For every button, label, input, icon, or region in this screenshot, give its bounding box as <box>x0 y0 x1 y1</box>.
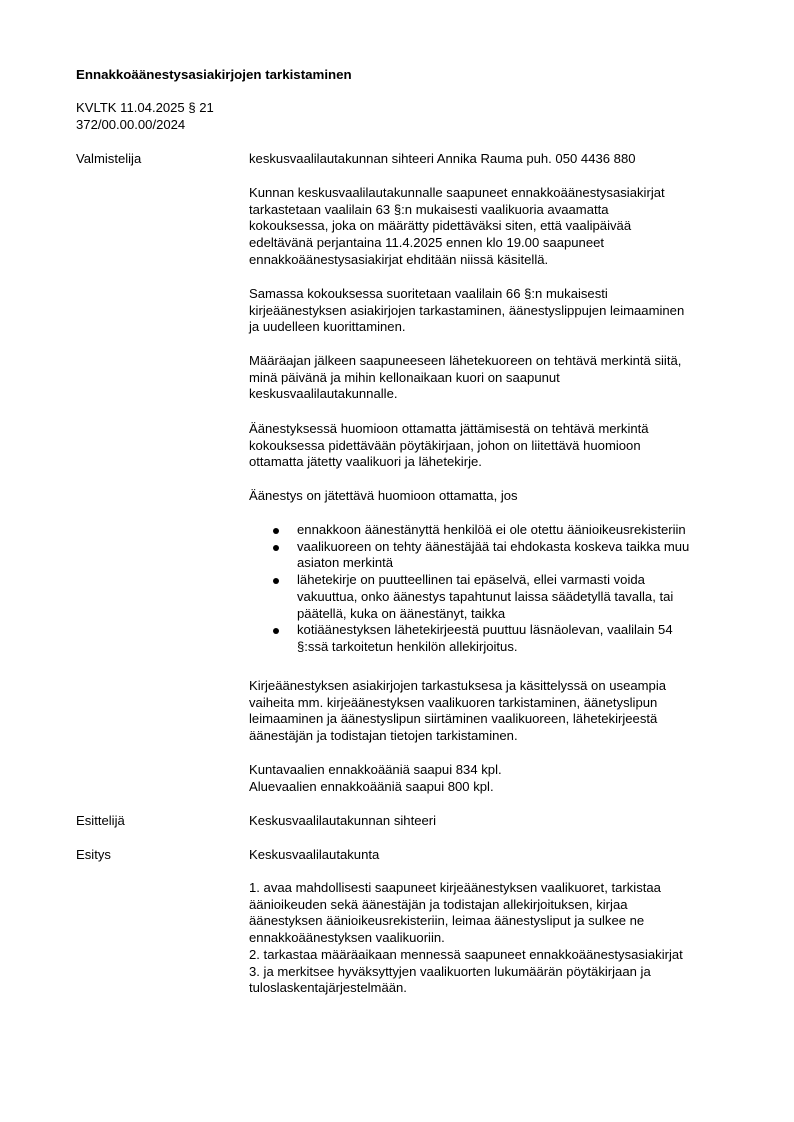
paragraph-2 <box>249 286 744 336</box>
valmistelija-preparer <box>249 151 744 168</box>
paragraph-line: kokouksessa, joka on määrätty pidettäväksi siten, että vaalipäivää <box>249 218 632 234</box>
proposal-line: äänestyksen äänioikeusrekisteriin, leimaa äänestysliput ja sulkee ne <box>249 913 645 929</box>
bullet-icon <box>273 528 279 534</box>
list-item-line: vakuuttua, onko äänestys tapahtunut laissa säädetyllä tavalla, tai <box>297 588 674 604</box>
list-item-line: päätellä, kuka on äänestänyt, taikka <box>297 605 506 621</box>
presenter-text: Keskusvaalilautakunnan sihteeri <box>249 813 437 828</box>
valmistelija-label: Valmistelija <box>76 151 142 166</box>
list-item <box>249 539 744 572</box>
paragraph-line: Määräajan jälkeen saapuneeseen lähetekuoreen on tehtävä merkintä siitä, <box>249 353 682 368</box>
paragraph-line: Kunnan keskusvaalilautakunnalle saapuneet ennakkoäänestysasiakirjat <box>249 185 665 200</box>
diary-number: 372/00.00.00/2024 <box>76 116 186 132</box>
list-item-line: lähetekirje on puutteellinen tai epäselvä, ellei varmasti voida <box>297 572 645 588</box>
list-item <box>249 572 744 622</box>
paragraph-line: vaiheita mm. kirjeäänestyksen vaalikuoren tarkistaminen, äänetyslipun <box>249 694 658 710</box>
esitys-label: Esitys <box>76 847 111 862</box>
paragraph-4 <box>249 421 744 471</box>
paragraph-line: ennakkoäänestysasiakirjat ehditään niissä käsitellä. <box>249 251 549 267</box>
proposal-line: 2. tarkastaa määräaikaan mennessä saapuneet ennakkoäänestysasiakirjat <box>249 946 683 962</box>
bullet-icon <box>273 578 279 584</box>
list-item <box>249 522 744 539</box>
list-item-line: asiaton merkintä <box>297 555 394 571</box>
esitys-value <box>249 847 744 864</box>
esittelija-value <box>249 813 744 830</box>
paragraph-line: leimaaminen ja äänestyslipun siirtäminen vaalikuoreen, lähetekirjeestä <box>249 711 658 727</box>
paragraph-1 <box>249 185 744 269</box>
list-item-line: §:ssä tarkoitetun henkilön allekirjoitus. <box>297 638 518 654</box>
preparer-text: keskusvaalilautakunnan sihteeri Annika Rauma puh. 050 4436 880 <box>249 151 636 166</box>
proposal-items <box>249 880 744 997</box>
meeting-reference: KVLTK 11.04.2025 § 21 <box>76 100 214 115</box>
esittelija-label: Esittelijä <box>76 813 125 828</box>
paragraph-line: Äänestys on jätettävä huomioon ottamatta, jos <box>249 488 518 503</box>
paragraph-line: Aluevaalien ennakkoääniä saapui 800 kpl. <box>249 778 494 794</box>
document-title: Ennakkoäänestysasiakirjojen tarkistaminen <box>76 67 352 82</box>
paragraph-line: Kirjeäänestyksen asiakirjojen tarkastuksesa ja käsittelyssä on useampia <box>249 678 667 693</box>
proposal-line: tuloslaskentajärjestelmään. <box>249 980 407 996</box>
paragraph-5 <box>249 488 744 505</box>
paragraph-line: kirjeäänestyksen asiakirjojen tarkastaminen, äänestyslippujen leimaaminen <box>249 302 685 318</box>
paragraph-6 <box>249 678 744 745</box>
condition-list <box>249 522 744 656</box>
paragraph-line: Samassa kokouksessa suoritetaan vaalilain 66 §:n mukaisesti <box>249 286 608 301</box>
proposal-line: 3. ja merkitsee hyväksyttyjen vaalikuorten lukumäärän pöytäkirjaan ja <box>249 963 651 979</box>
paragraph-line: kokouksessa pidettävään pöytäkirjaan, johon on liitettävä huomioon <box>249 437 641 453</box>
paragraph-line: Kuntavaalien ennakkoääniä saapui 834 kpl. <box>249 762 502 777</box>
paragraph-7 <box>249 762 744 795</box>
paragraph-3 <box>249 353 744 403</box>
paragraph-line: äänestäjän ja todistajan tietojen tarkistaminen. <box>249 728 518 744</box>
paragraph-line: minä päivänä ja mihin kellonaikaan kuori on saapunut <box>249 369 560 385</box>
list-item-line: kotiäänestyksen lähetekirjeestä puuttuu läsnäolevan, vaalilain 54 <box>297 622 673 638</box>
bullet-icon <box>273 545 279 551</box>
list-item-line: vaalikuoreen on tehty äänestäjää tai ehdokasta koskeva taikka muu <box>297 538 690 554</box>
proposal-line: äänioikeuden sekä äänestäjän ja todistajan allekirjoituksen, kirjaa <box>249 896 628 912</box>
list-item <box>249 622 744 655</box>
proposal-line: ennakkoäänestyksen vaalikuoriin. <box>249 930 445 946</box>
bullet-icon <box>273 628 279 634</box>
proposal-subject: Keskusvaalilautakunta <box>249 847 380 862</box>
list-item-line: ennakkoon äänestänyttä henkilöä ei ole otettu äänioikeusrekisteriin <box>297 522 686 537</box>
paragraph-line: ja uudelleen kuorittaminen. <box>249 319 406 335</box>
paragraph-line: tarkastetaan vaalilain 63 §:n mukaisesti vaalikuoria avaamatta <box>249 201 609 217</box>
paragraph-line: ottamatta jätetty vaalikuori ja lähetekirje. <box>249 454 482 470</box>
paragraph-line: keskusvaalilautakunnalle. <box>249 386 398 402</box>
paragraph-line: Äänestyksessä huomioon ottamatta jättämisestä on tehtävä merkintä <box>249 421 649 436</box>
proposal-line: 1. avaa mahdollisesti saapuneet kirjeäänestyksen vaalikuoret, tarkistaa <box>249 880 661 895</box>
paragraph-line: edeltävänä perjantaina 11.4.2025 ennen klo 19.00 saapuneet <box>249 235 605 251</box>
document-reference <box>76 100 214 133</box>
